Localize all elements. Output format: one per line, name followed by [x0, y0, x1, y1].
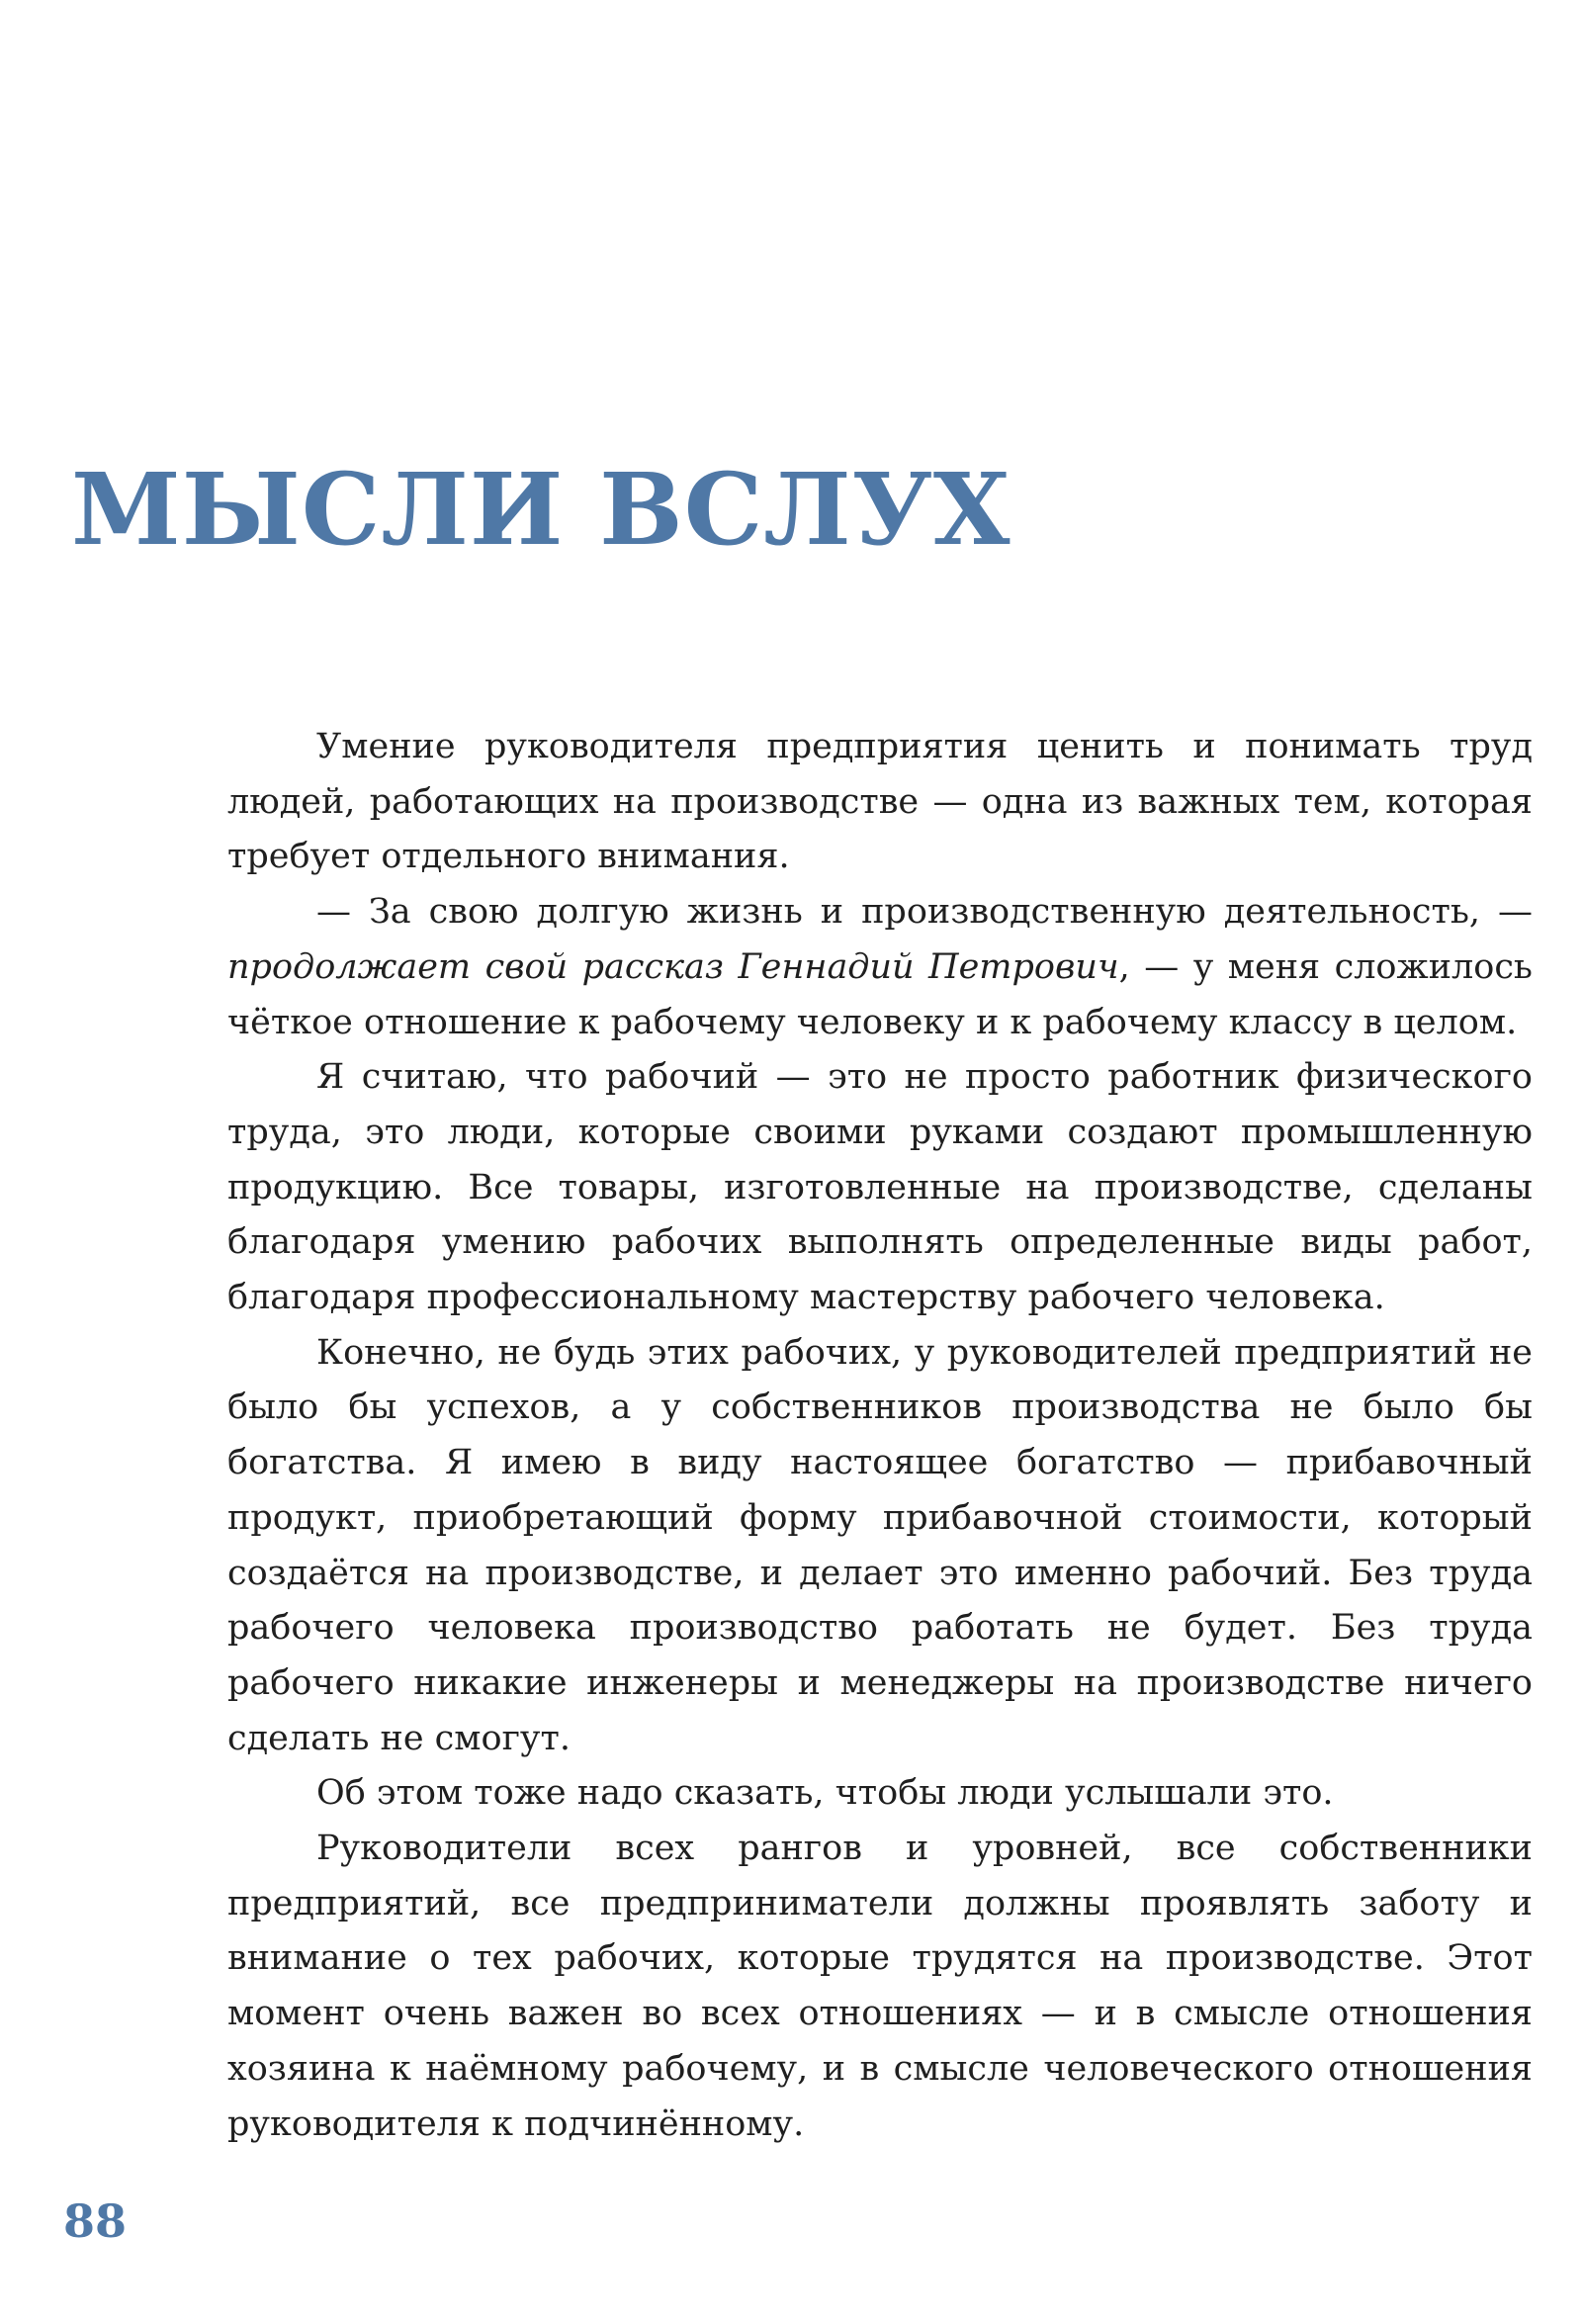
paragraph-6: Руководители всех рангов и уровней, все собственники предприятий, все предприниматели должны проявлять заботу и внимание о тех рабочих, которые трудятся на производстве. Этот момент очень важен во всех отношениях — и в смысле отношения хозяина к наёмному рабочему, и в смысле человеческого отношения руководителя к подчинённому. — [227, 1829, 1533, 2144]
page-number: 88 — [63, 2194, 128, 2248]
paragraph-5: Об этом тоже надо сказать, чтобы люди услышали это. — [316, 1773, 1334, 1814]
paragraph-2-attribution: продолжает свой рассказ Геннадий Петрович — [227, 946, 1119, 987]
paragraph-2-lead: — За свою долгую жизнь и производственную деятельность, — — [316, 892, 1533, 933]
paragraph-4: Конечно, не будь этих рабочих, у руководителей предприятий не было бы успехов, а у собственников производства не было бы богатства. Я имею в виду настоящее богатство — прибавочный продукт, приобретающий форму прибавочной стоимости, который создаётся на производстве, и делает это именно рабочий. Без труда рабочего человека производство работать не будет. Без труда рабочего никакие инженеры и менеджеры на производстве ничего сделать не смогут. — [227, 1332, 1533, 1758]
paragraph-1: Умение руководителя предприятия ценить и понимать труд людей, работающих на производстве — одна из важных тем, которая требует отдельного внимания. — [227, 727, 1533, 877]
paragraph-3: Я считаю, что рабочий — это не просто работник физического труда, это люди, которые своими руками создают промышленную продукцию. Все товары, изготовленные на производстве, сделаны благодаря умению рабочих выполнять определенные виды работ, благодаря профессиональному мастерству рабочего человека. — [227, 1057, 1533, 1318]
body-text — [227, 720, 1533, 2152]
paragraph-2-rest: , — у меня сложилось чёткое отношение к рабочему человеку и к рабочему классу в целом. — [227, 946, 1533, 1042]
paragraph-2 — [227, 885, 1533, 1050]
chapter-title: МЫСЛИ ВСЛУХ — [71, 451, 1011, 568]
